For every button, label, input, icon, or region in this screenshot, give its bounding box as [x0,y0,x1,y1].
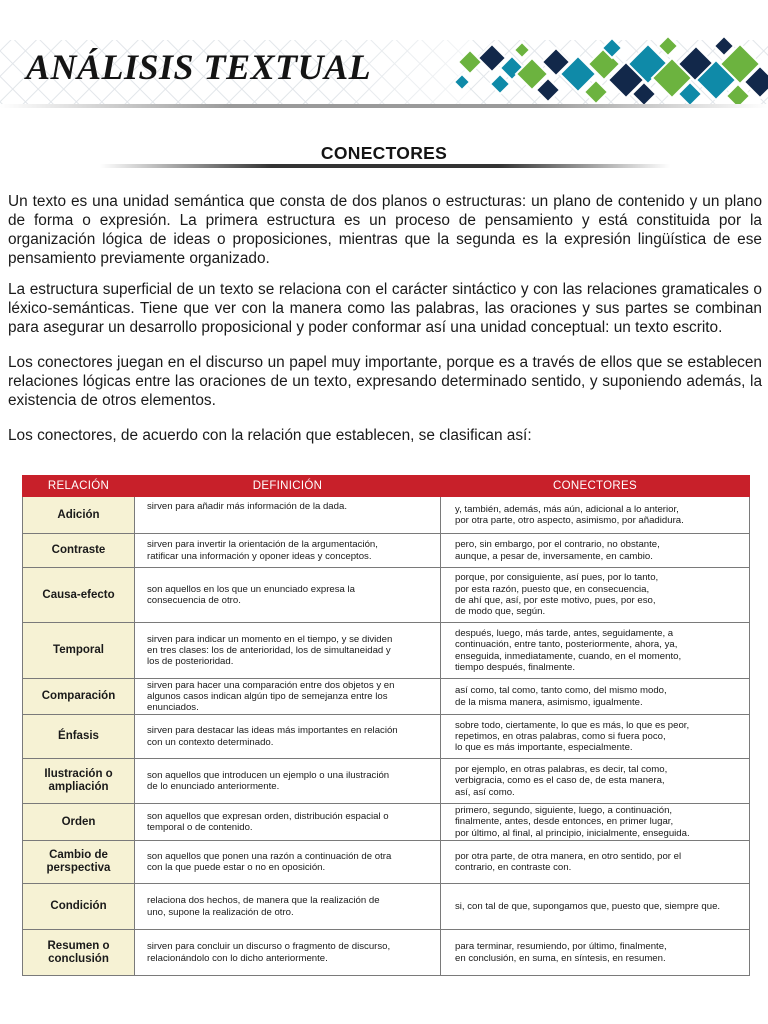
definition-cell: sirven para añadir más información de la dada. [135,497,441,534]
definition-cell: sirven para invertir la orientación de la argumentación, ratificar una información y oponer ideas y conceptos. [135,534,441,568]
table-row [23,497,750,534]
definition-cell: sirven para indicar un momento en el tiempo, y se dividen en tres clases: los de anterioridad, los de simultaneidad y los de posterioridad. [135,623,441,679]
table-row [23,568,750,623]
relation-cell: Resumen o conclusión [23,930,135,976]
connectors-cell: por otra parte, de otra manera, en otro sentido, por el contrario, en contraste con. [441,841,750,884]
table-row [23,679,750,715]
connectors-cell: primero, segundo, siguiente, luego, a continuación, finalmente, antes, desde entonces, en primer lugar, por último, al final, al principio, inicialmente, enseguida. [441,804,750,841]
definition-cell: son aquellos que introducen un ejemplo o una ilustración de lo enunciado anteriormente. [135,759,441,804]
table-row [23,534,750,568]
section-title: CONECTORES [320,143,448,163]
connectors-cell: si, con tal de que, supongamos que, puesto que, siempre que. [441,884,750,930]
relation-cell: Temporal [23,623,135,679]
definition-cell: sirven para concluir un discurso o fragmento de discurso, relacionándolo con lo dicho anteriormente. [135,930,441,976]
table-header-row [23,476,750,497]
column-header-definition: DEFINICIÓN [135,476,441,497]
definition-cell: son aquellos en los que un enunciado expresa la consecuencia de otro. [135,568,441,623]
connectors-cell: para terminar, resumiendo, por último, finalmente, en conclusión, en suma, en síntesis, en resumen. [441,930,750,976]
page-header [0,0,768,118]
relation-cell: Comparación [23,679,135,715]
header-divider [0,104,768,108]
connectors-cell: porque, por consiguiente, así pues, por lo tanto, por esta razón, puesto que, en consecuencia, de ahí que, así, por este motivo, pues, por eso, de modo que, según. [441,568,750,623]
section-title-rule [100,164,670,168]
definition-cell: relaciona dos hechos, de manera que la realización de uno, supone la realización de otro. [135,884,441,930]
document-title: ANÁLISIS TEXTUAL [26,47,372,87]
column-header-connectors: CONECTORES [441,476,750,497]
relation-cell: Contraste [23,534,135,568]
relation-cell: Adición [23,497,135,534]
definition-cell: sirven para destacar las ideas más importantes en relación con un contexto determinado. [135,715,441,759]
relation-cell: Causa-efecto [23,568,135,623]
paragraph-structure: La estructura superficial de un texto se relaciona con el carácter sintáctico y con las relaciones gramaticales o léxico-semánticas. Tiene que ver con la manera como las palabras, las oraciones y sus partes se combinan para asegurar un desarrollo proposicional y poder conformar así una unidad conceptual: un texto escrito. [8,281,762,336]
table-row [23,930,750,976]
definition-cell: son aquellos que ponen una razón a continuación de otra con la que puede estar o no en oposición. [135,841,441,884]
definition-cell: sirven para hacer una comparación entre dos objetos y en algunos casos indican algún tipo de semejanza entre los enunciados. [135,679,441,715]
relation-cell: Ilustración o ampliación [23,759,135,804]
connectors-cell: sobre todo, ciertamente, lo que es más, lo que es peor, repetimos, en otras palabras, como si fuera poco, lo que es más importante, especialmente. [441,715,750,759]
connectors-cell: así como, tal como, tanto como, del mismo modo, de la misma manera, asimismo, igualmente. [441,679,750,715]
paragraph-intro: Un texto es una unidad semántica que consta de dos planos o estructuras: un plano de contenido y un plano de forma o expresión. La primera estructura es un proceso de pensamiento y está constituida por la organización lógica de ideas o proposiciones, mientras que la segunda es la expresión lingüística de ese pensamiento previamente organizado. [8,193,762,267]
table-row [23,759,750,804]
relation-cell: Orden [23,804,135,841]
column-header-relation: RELACIÓN [23,476,135,497]
table-row [23,715,750,759]
relation-cell: Condición [23,884,135,930]
connectors-cell: después, luego, más tarde, antes, seguidamente, a continuación, entre tanto, posteriormente, ahora, ya, enseguida, inmediatamente, cuando, en el momento, tiempo después, finalmente. [441,623,750,679]
definition-cell: son aquellos que expresan orden, distribución espacial o temporal o de contenido. [135,804,441,841]
table-row [23,623,750,679]
table-row [23,841,750,884]
relation-cell: Énfasis [23,715,135,759]
connectors-cell: pero, sin embargo, por el contrario, no obstante, aunque, a pesar de, inversamente, en cambio. [441,534,750,568]
connectors-table [22,475,750,976]
table-row [23,884,750,930]
connectors-cell: y, también, además, más aún, adicional a lo anterior, por otra parte, otro aspecto, asimismo, por añadidura. [441,497,750,534]
relation-cell: Cambio de perspectiva [23,841,135,884]
paragraph-classification: Los conectores, de acuerdo con la relación que establecen, se clasifican así: [8,427,532,444]
paragraph-connectors: Los conectores juegan en el discurso un papel muy importante, porque es a través de ellos que se establecen relaciones lógicas entre las oraciones de un texto, expresando determinado sentido, y suponiendo además, la existencia de otros elementos. [8,354,762,409]
connectors-cell: por ejemplo, en otras palabras, es decir, tal como, verbigracia, como es el caso de, de esta manera, así, así como. [441,759,750,804]
table-row [23,804,750,841]
